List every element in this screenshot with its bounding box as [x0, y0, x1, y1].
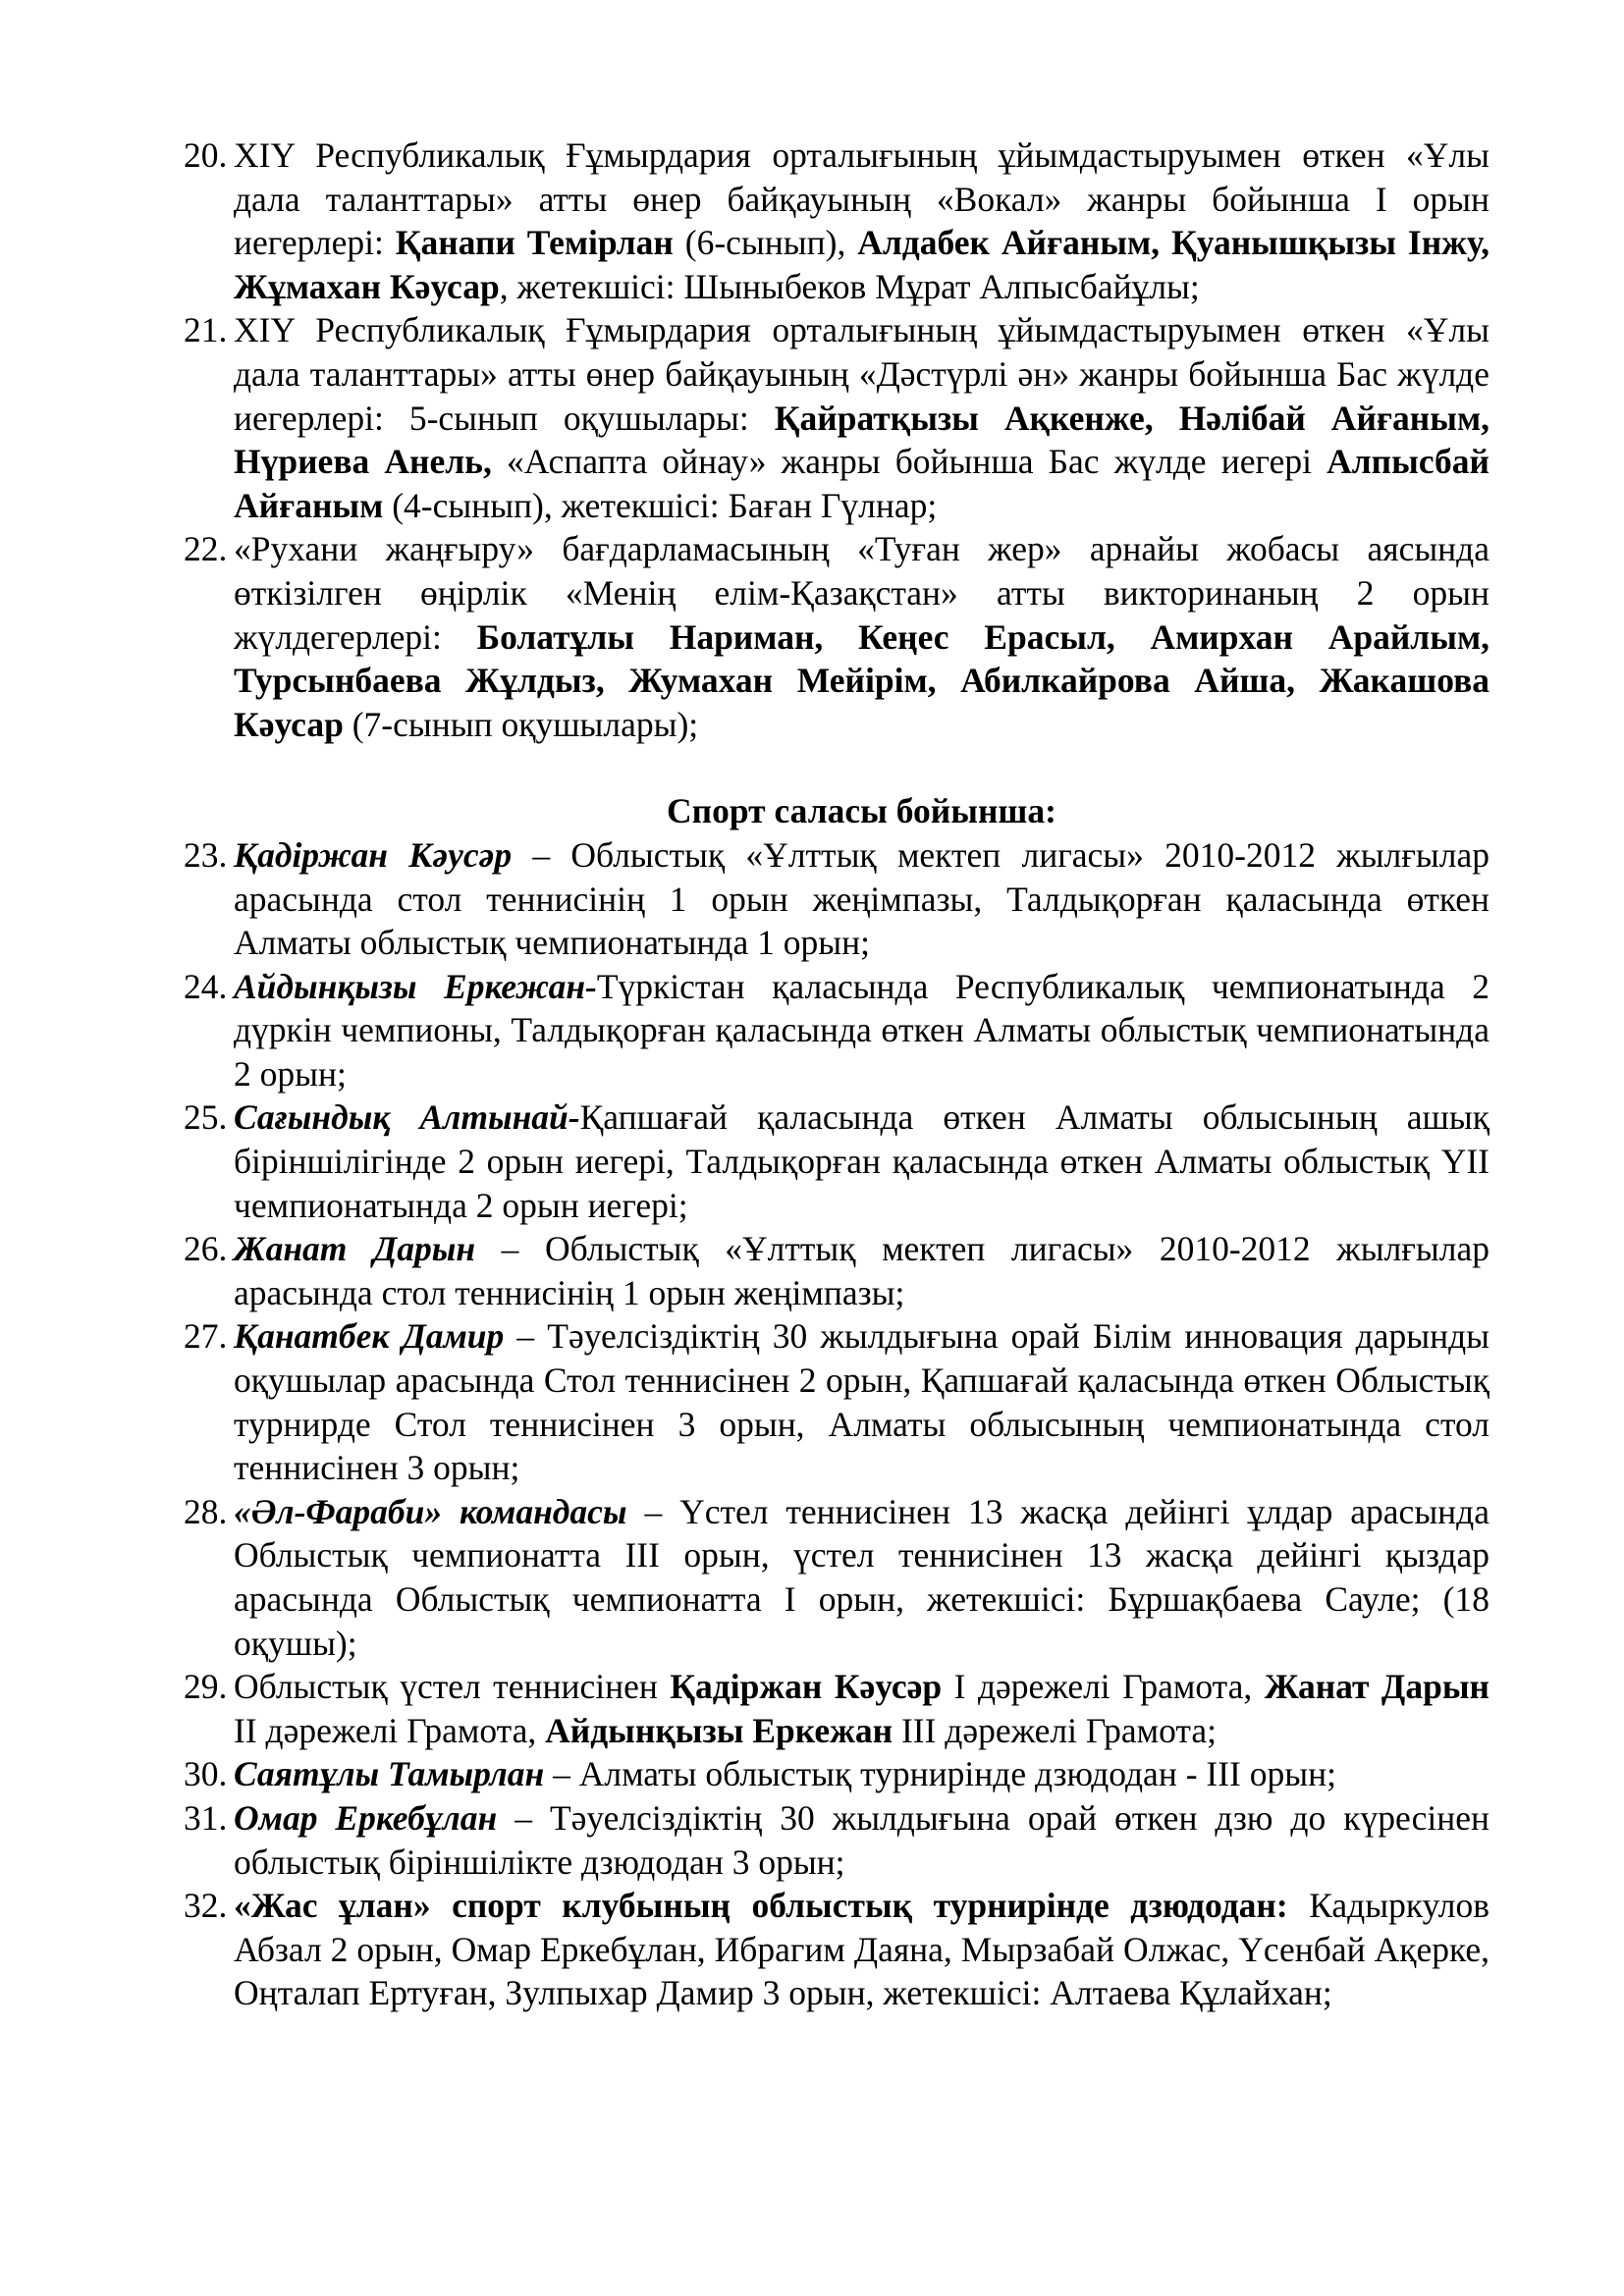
list-item — [184, 308, 1489, 527]
item-text: – Тәуелсіздіктің 30 жылдығына орай Білім инновация дарынды оқушылар арасында Стол теннисінен 2 орын, Қапшағай қаласында өткен Облыстық турнирде Стол теннисінен 3 орын, Алматы облысының чемпионатында стол теннисінен 3 орын; — [234, 1316, 1489, 1488]
item-text: Қапшағай қаласында өткен Алматы облысының ашық біріншілігінде 2 орын иегері, Талдықорған қаласында өткен Алматы облыстық YII чемпионатында 2 орын иегері; — [234, 1097, 1489, 1225]
item-text: Кадыркулов Абзал 2 орын, Омар Еркебұлан, Ибрагим Даяна, Мырзабай Олжас, Үсенбай Ақерке, Оңталап Ертуған, Зулпыхар Дамир 3 орын, жетекшісі: Алтаева Құлайхан; — [234, 1886, 1489, 2013]
item-text: – Тәуелсіздіктің 30 жылдығына орай өткен дзю до күресінен облыстық біріншілікте дзюдодан 3 орын; — [234, 1797, 1489, 1882]
item-name-highlight: Айдынқызы Еркежан- — [234, 966, 597, 1006]
item-text: – Үстел теннисінен 13 жасқа дейінгі ұлдар арасында Облыстық чемпионатта ІІІ орын, үстел теннисінен 13 жасқа дейінгі қыздар арасында Облыстық чемпионатта І орын, жетекшісі: Бұршақбаева Сауле; (18 оқушы); — [234, 1491, 1489, 1663]
item-number: 21. — [184, 310, 228, 350]
list-item — [184, 527, 1489, 746]
item-name-highlight: «Әл-Фараби» командасы — [234, 1491, 627, 1531]
item-text: «Аспапта ойнау» жанры бойынша Бас жүлде иегері — [491, 442, 1327, 482]
item-name-highlight: Болатұлы Нариман, Кеңес Ерасыл, Амирхан Арайлым, Турсынбаева Жұлдыз, Жумахан Мейірім, Абилкайрова Айша, Жакашова Кәусар — [234, 616, 1489, 744]
item-text: ІІІ дәрежелі Грамота; — [893, 1710, 1217, 1750]
item-number: 32. — [184, 1886, 228, 1926]
item-number: 24. — [184, 966, 228, 1006]
item-number: 22. — [184, 529, 228, 569]
list-item — [184, 1227, 1489, 1314]
item-name-highlight: Сағындық Алтынай- — [234, 1097, 580, 1138]
item-text: І дәрежелі Грамота, — [942, 1667, 1265, 1707]
list-item — [184, 1490, 1489, 1665]
list-item — [184, 1665, 1489, 1752]
item-number: 28. — [184, 1491, 228, 1531]
item-number: 27. — [184, 1316, 228, 1357]
item-text: – Алматы облыстық турнирінде дзюдодан - ІІІ орын; — [544, 1754, 1336, 1794]
item-text: XIY Республикалық Ғұмырдария орталығының ұйымдастыруымен өткен «Ұлы дала таланттары» атты өнер байқауының «Вокал» жанры бойынша І орын иегерлері: — [234, 135, 1489, 263]
item-text: Облыстық үстел теннисінен — [234, 1667, 671, 1707]
item-text: – Облыстық «Ұлттық мектеп лигасы» 2010-2012 жылғылар арасында стол теннисінің 1 орын жеңімпазы; — [234, 1229, 1489, 1312]
item-number: 23. — [184, 834, 228, 875]
item-text: (4-сынып), жетекшісі: Баған Гүлнар; — [383, 485, 938, 525]
item-text: – Облыстық «Ұлттық мектеп лигасы» 2010-2012 жылғылар арасында стол теннисінің 1 орын жеңімпазы, Талдықорған қаласында өткен Алматы облыстық чемпионатында 1 орын; — [234, 834, 1489, 963]
list-item — [184, 133, 1489, 308]
awards-list-arts — [184, 133, 1489, 746]
item-number: 20. — [184, 135, 228, 175]
item-name-highlight: Қайратқызы Ақкенже, Нәлібай Айғаным, Нүриева Анель, — [234, 398, 1490, 482]
awards-list-sport — [184, 833, 1489, 2015]
item-name-highlight: Жанат Дарын — [1264, 1667, 1489, 1707]
item-number: 26. — [184, 1229, 228, 1269]
item-text: Түркістан қаласында Республикалық чемпионатында 2 дүркін чемпионы, Талдықорған қаласында өткен Алматы облыстық чемпионатында 2 орын; — [234, 966, 1489, 1094]
item-name-highlight: Қадіржан Кәусәр — [670, 1667, 943, 1707]
item-name-highlight: Алдабек Айғаным, Қуанышқызы Інжу, Жұмахан Кәусар — [234, 223, 1489, 306]
item-number: 31. — [184, 1797, 228, 1838]
item-name-highlight: Алпысбай Айғаным — [234, 442, 1489, 525]
item-text: ІІ дәрежелі Грамота, — [234, 1710, 546, 1750]
item-text: (7-сынып оқушылары); — [343, 704, 699, 744]
item-name-highlight: Саятұлы Тамырлан — [234, 1754, 545, 1794]
list-item — [184, 1752, 1489, 1796]
item-name-highlight: «Жас ұлан» спорт клубының облыстық турнирінде дзюдодан: — [234, 1886, 1288, 1926]
document-page — [184, 133, 1489, 2015]
item-number: 25. — [184, 1097, 228, 1138]
item-name-highlight: Қадіржан Кәусәр — [234, 834, 513, 875]
list-item — [184, 1884, 1489, 2015]
item-name-highlight: Қанатбек Дамир — [234, 1316, 505, 1357]
item-name-highlight: Айдынқызы Еркежан — [545, 1710, 893, 1750]
item-name-highlight: Қанапи Темірлан — [395, 223, 674, 263]
item-name-highlight: Омар Еркебұлан — [234, 1797, 498, 1838]
item-text: «Рухани жаңғыру» бағдарламасының «Туған жер» арнайы жобасы аясында өткізілген өңірлік «Менің елім-Қазақстан» атты викторинаның 2 орын жүлдегерлері: — [234, 529, 1489, 657]
list-item — [184, 1796, 1489, 1884]
list-item — [184, 1095, 1489, 1227]
section-heading-sport: Спорт саласы бойынша: — [667, 791, 1056, 831]
list-item — [184, 833, 1489, 965]
item-number: 29. — [184, 1667, 228, 1707]
item-name-highlight: Жанат Дарын — [234, 1229, 476, 1269]
list-item — [184, 965, 1489, 1096]
item-text: , жетекшісі: Шыныбеков Мұрат Алпысбайұлы; — [499, 266, 1200, 306]
list-item — [184, 1314, 1489, 1489]
item-text: XIY Республикалық Ғұмырдария орталығының ұйымдастыруымен өткен «Ұлы дала таланттары» атты өнер байқауының «Дәстүрлі ән» жанры бойынша Бас жүлде иегерлері: 5-сынып оқушылары: — [234, 310, 1489, 438]
item-text: (6-сынып), — [673, 223, 858, 263]
item-number: 30. — [184, 1754, 228, 1794]
